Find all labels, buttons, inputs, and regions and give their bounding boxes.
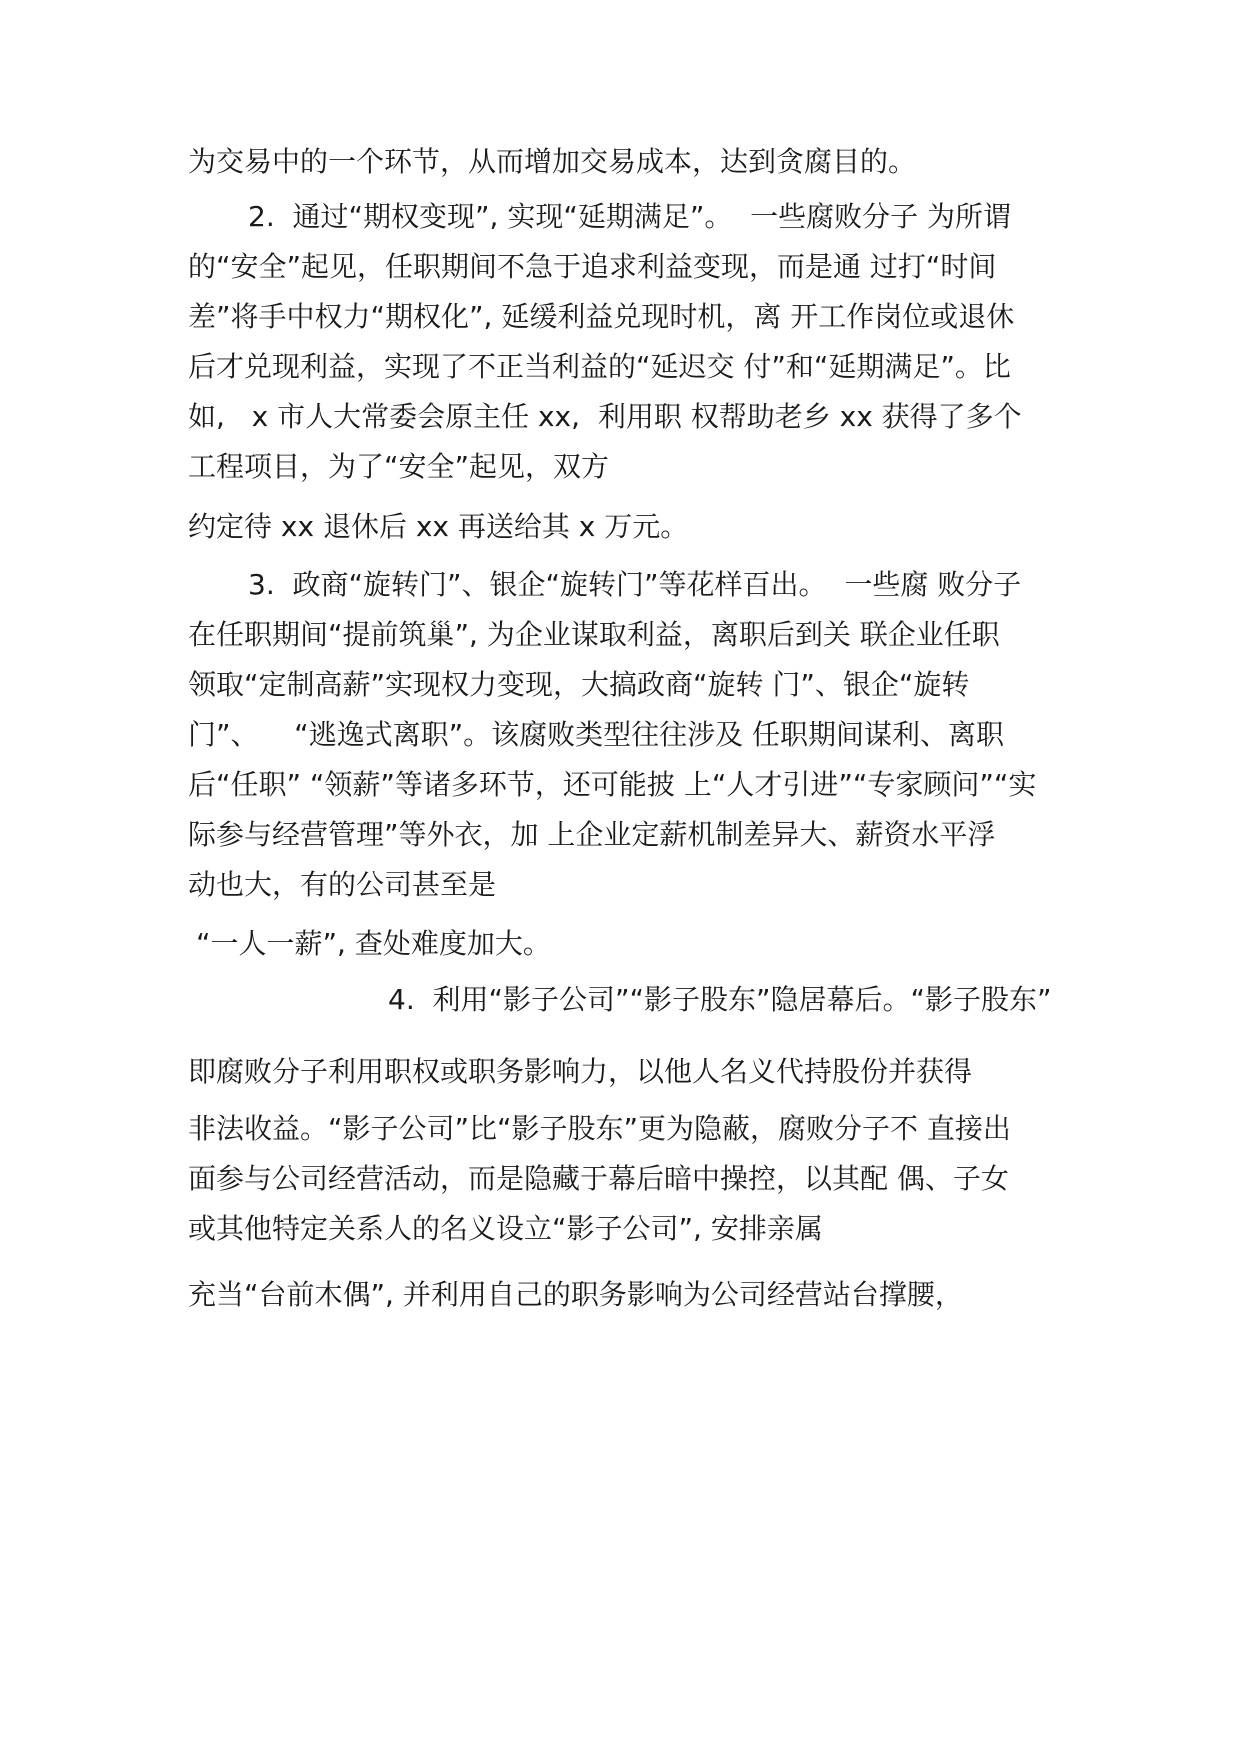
- text-line: 约定待 xx 退休后 xx 再送给其 x 万元。: [188, 510, 689, 543]
- text-line: 门”、 “逃逸式离职”。该腐败类型往往涉及 任职期间谋利、离职: [188, 718, 1005, 751]
- text-line: “一人一薪”, 查处难度加大。: [196, 927, 551, 960]
- text-line: 际参与经营管理”等外衣，加 上企业定薪机制差异大、薪资水平浮: [188, 818, 996, 851]
- text-line: 工程项目，为了“安全”起见，双方: [188, 450, 610, 483]
- text-line: 充当“台前木偶”, 并利用自己的职务影响为公司经营站台撑腰，: [188, 1278, 963, 1311]
- text-line: 为交易中的一个环节，从而增加交易成本，达到贪腐目的。: [188, 145, 917, 178]
- text-line: 即腐败分子利用职权或职务影响力，以他人名义代持股份并获得: [188, 1055, 973, 1088]
- text-line: 面参与公司经营活动，而是隐藏于幕后暗中操控，以其配 偶、子女: [188, 1162, 1009, 1195]
- text-line: 如, x 市人大常委会原主任 xx, 利用职 权帮助老乡 xx 获得了多个: [188, 400, 1022, 433]
- text-line: 差”将手中权力“期权化”, 延缓利益兑现时机，离 开工作岗位或退休: [188, 300, 1015, 333]
- text-line: 的“安全”起见，任职期间不急于追求利益变现，而是通 过打“时间: [188, 250, 997, 283]
- text-line: 动也大，有的公司甚至是: [188, 868, 497, 901]
- text-line: 2. 通过“期权变现”, 实现“延期满足”。 一些腐败分子 为所谓: [248, 200, 1012, 233]
- text-line: 非法收益。“影子公司”比“影子股东”更为隐蔽，腐败分子不 直接出: [188, 1112, 1011, 1145]
- text-line: 3. 政商“旋转门”、银企“旋转门”等花样百出。 一些腐 败分子: [248, 568, 1022, 601]
- text-line: 领取“定制高薪”实现权力变现，大搞政商“旋转 门”、银企“旋转: [188, 668, 970, 701]
- text-line: 后才兑现利益，实现了不正当利益的“延迟交 付”和“延期满足”。比: [188, 350, 1011, 383]
- text-line: 后“任职” “领薪”等诸多环节，还可能披 上“人才引进”“专家顾问”“实: [188, 768, 1037, 801]
- text-line: 4. 利用“影子公司”“影子股东”隐居幕后。“影子股东”: [388, 983, 1052, 1016]
- text-line: 在任职期间“提前筑巢”, 为企业谋取利益，离职后到关 联企业任职: [188, 618, 1000, 651]
- text-line: 或其他特定关系人的名义设立“影子公司”, 安排亲属: [188, 1212, 823, 1245]
